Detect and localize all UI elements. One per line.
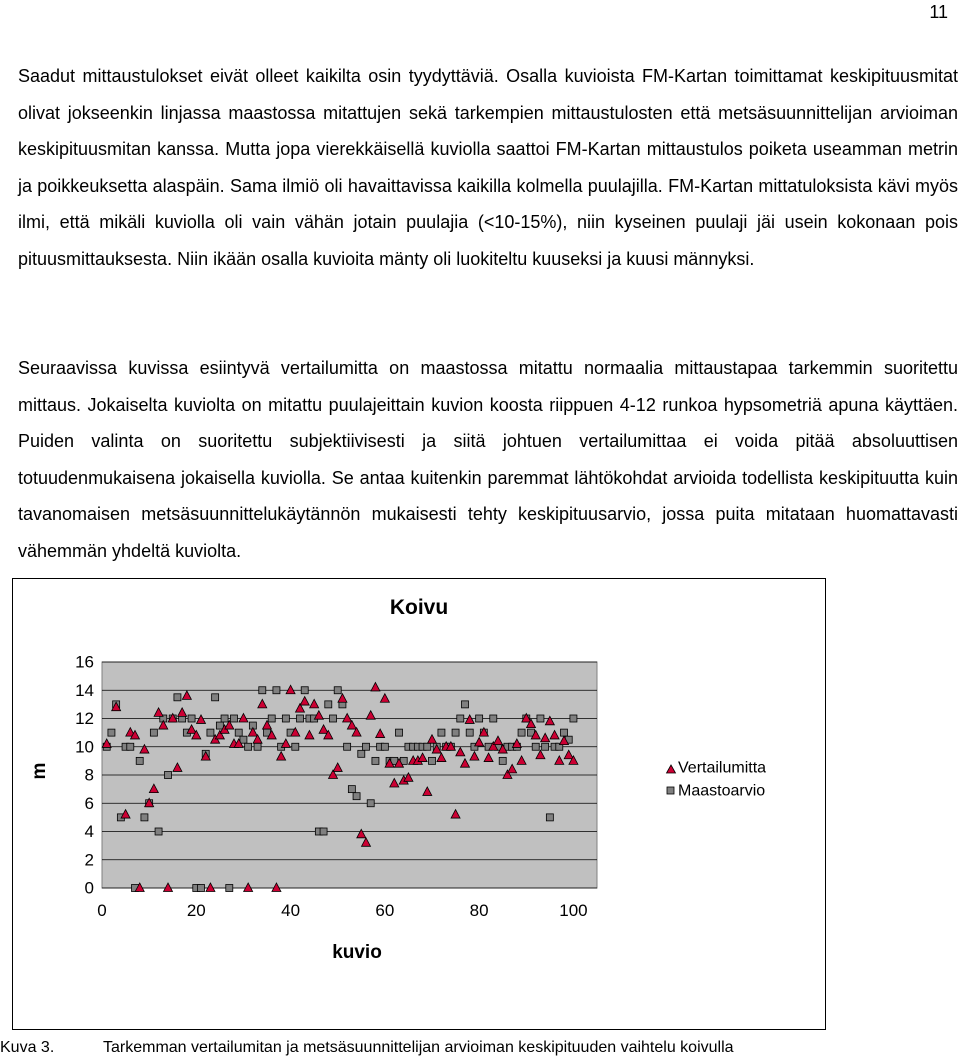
maastoarvio-point — [429, 757, 436, 764]
maastoarvio-point — [297, 715, 304, 722]
y-tick-label: 4 — [84, 822, 94, 841]
legend-label-vertailumitta: Vertailumitta — [678, 759, 767, 777]
maastoarvio-point — [396, 729, 403, 736]
maastoarvio-point — [254, 743, 261, 750]
maastoarvio-point — [334, 687, 341, 694]
x-tick-label: 60 — [375, 901, 395, 920]
maastoarvio-point — [165, 772, 172, 779]
maastoarvio-point — [188, 715, 195, 722]
maastoarvio-point — [452, 729, 459, 736]
y-tick-label: 6 — [84, 793, 94, 813]
maastoarvio-point — [542, 743, 549, 750]
maastoarvio-point — [381, 743, 388, 750]
maastoarvio-point — [490, 715, 497, 722]
page-number: 11 — [929, 2, 948, 22]
maastoarvio-point — [141, 814, 148, 821]
maastoarvio-point — [363, 743, 370, 750]
maastoarvio-point — [466, 729, 473, 736]
maastoarvio-point — [457, 715, 464, 722]
maastoarvio-point — [301, 687, 308, 694]
x-tick-label: 40 — [281, 901, 301, 920]
y-tick-label: 8 — [84, 765, 94, 785]
y-tick-label: 10 — [75, 737, 94, 757]
koivu-scatter-chart — [12, 578, 826, 1030]
caption-text: Tarkemman vertailumitan ja metsäsuunnittelijan arvioiman keskipituuden vaihtelu koivulla — [103, 1039, 734, 1056]
x-tick-label: 20 — [186, 901, 206, 920]
maastoarvio-point — [499, 757, 506, 764]
maastoarvio-point — [518, 729, 525, 736]
y-tick-label: 2 — [84, 850, 94, 870]
maastoarvio-point — [245, 743, 252, 750]
maastoarvio-point — [344, 743, 351, 750]
maastoarvio-point — [207, 729, 214, 736]
paragraph-2: Seuraavissa kuvissa esiintyvä vertailumitta on maastossa mitattu normaalia mittaustapaa tarkemmin suoritettu mittaus. Jokaiselta kuviolta on mitattu puulajeittain kuvion koosta riippuen 4-12 runkoa hypsometriä apuna käyttäen. Puiden valinta on suoritettu subjektiivisesti ja siitä johtuen vertailumittaa ei voida pitää absoluuttisen totuudenmukaisena jokaisella kuviolla. Se antaa kuitenkin paremmat lähtökohdat arvioida todellista keskipituutta kuin tavanomaisen metsäsuunnittelukäytännön mukaisesti tehty keskipituusarvio, jossa puita mitataan huomattavasti vähemmän yhdeltä kuviolta. — [18, 358, 958, 561]
maastoarvio-point — [292, 743, 299, 750]
chart-title: Koivu — [389, 596, 449, 619]
maastoarvio-point — [155, 828, 162, 835]
paragraph-1: Saadut mittaustulokset eivät olleet kaikilta osin tyydyttäviä. Osalla kuvioista FM-Kartan toimittamat keskipituusmitat olivat jokseenkin linjassa maastossa mitattujen sekä tarkempien mittaustulosten että metsäsuunnittelijan arvioiman keskipituusmitan kanssa. Mutta jopa vierekkäisellä kuviolla saattoi FM-Kartan mittaustulos poiketa useamman metrin ja poikkeuksetta alaspäin. Sama ilmiö oli havaittavissa kaikilla kolmella puulajilla. FM-Kartan mittatuloksista kävi myös ilmi, että mikäli kuviolla oli vain vähän jotain puulajia (<10-15%), niin kyseinen puulaji jäi usein kokonaan pois pituusmittauksesta. Niin ikään osalla kuvioita mänty oli luokiteltu kuuseksi ja kuusi männyksi. — [18, 66, 958, 269]
maastoarvio-point — [273, 687, 280, 694]
maastoarvio-point — [226, 885, 233, 892]
maastoarvio-point — [330, 715, 337, 722]
maastoarvio-point — [282, 715, 289, 722]
maastoarvio-point — [372, 757, 379, 764]
maastoarvio-point — [212, 694, 219, 701]
maastoarvio-point — [532, 743, 539, 750]
maastoarvio-point — [424, 743, 431, 750]
maastoarvio-point — [358, 750, 365, 757]
maastoarvio-point — [231, 715, 238, 722]
legend-label-maastoarvio: Maastoarvio — [678, 782, 766, 800]
y-tick-label: 12 — [75, 709, 94, 728]
maastoarvio-point — [325, 701, 332, 708]
maastoarvio-point — [348, 786, 355, 793]
maastoarvio-point — [438, 729, 445, 736]
maastoarvio-point — [353, 793, 360, 800]
maastoarvio-point — [537, 715, 544, 722]
maastoarvio-point — [546, 814, 553, 821]
maastoarvio-point — [367, 800, 374, 807]
maastoarvio-point — [561, 729, 568, 736]
maastoarvio-point — [268, 715, 275, 722]
maastoarvio-point — [235, 729, 242, 736]
x-tick-label: 80 — [469, 901, 489, 920]
legend-marker-maastoarvio — [667, 787, 674, 794]
x-axis-label: kuvio — [332, 942, 382, 963]
maastoarvio-point — [127, 743, 134, 750]
y-tick-label: 0 — [84, 878, 94, 898]
y-tick-label: 16 — [75, 652, 94, 672]
maastoarvio-point — [462, 701, 469, 708]
caption-label: Kuva 3. — [0, 1039, 55, 1056]
maastoarvio-point — [320, 828, 327, 835]
maastoarvio-point — [136, 757, 143, 764]
maastoarvio-point — [198, 885, 205, 892]
y-tick-label: 14 — [75, 680, 94, 700]
maastoarvio-point — [259, 687, 266, 694]
maastoarvio-point — [221, 715, 228, 722]
maastoarvio-point — [216, 722, 223, 729]
maastoarvio-point — [150, 729, 157, 736]
maastoarvio-point — [240, 736, 247, 743]
maastoarvio-point — [570, 715, 577, 722]
maastoarvio-point — [108, 729, 115, 736]
maastoarvio-point — [174, 694, 181, 701]
x-tick-label: 100 — [559, 901, 588, 920]
maastoarvio-point — [476, 715, 483, 722]
y-axis-label: m — [29, 762, 50, 780]
x-tick-label: 0 — [97, 901, 107, 920]
